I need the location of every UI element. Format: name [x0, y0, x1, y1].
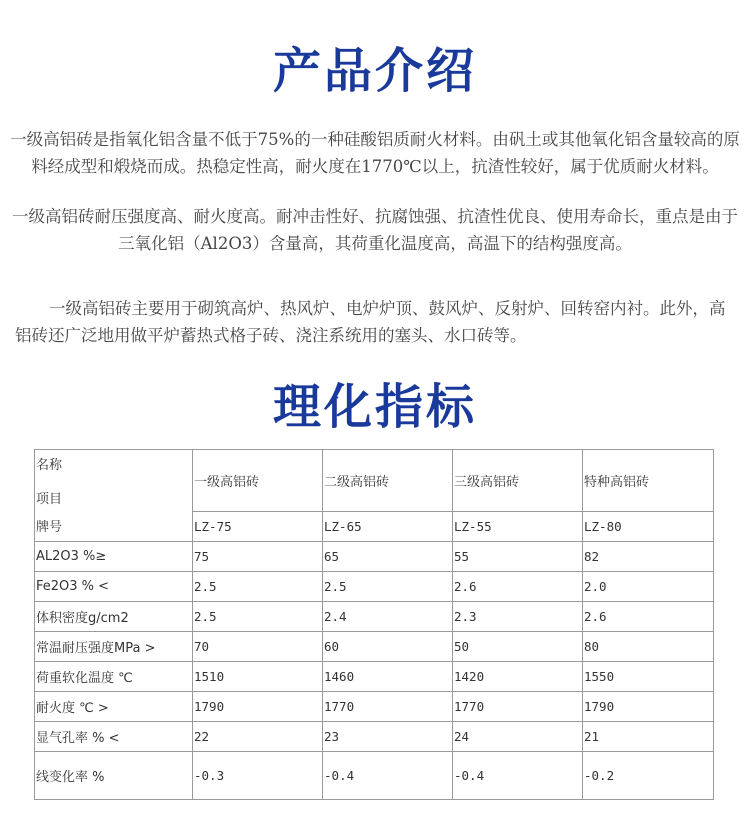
table-row	[35, 602, 714, 632]
item-label: 项目	[36, 492, 63, 507]
value-cell: -0.2	[583, 752, 714, 800]
value-cell: 70	[193, 632, 323, 662]
value-cell: 21	[583, 722, 714, 752]
value-cell: 2.6	[453, 572, 583, 602]
table-row	[35, 662, 714, 692]
row-label-cell: 线变化率 %	[35, 752, 193, 800]
grade-cell: LZ-55	[453, 512, 583, 542]
value-cell: 50	[453, 632, 583, 662]
row-label-cell: 体积密度g/cm2	[35, 602, 193, 632]
value-cell: 60	[323, 632, 453, 662]
value-cell: 2.3	[453, 602, 583, 632]
value-cell: 1460	[323, 662, 453, 692]
table-row	[35, 752, 714, 800]
specs-table	[34, 449, 714, 800]
intro-paragraph-2: 一级高铝砖耐压强度高、耐火度高。耐冲击性好、抗腐蚀强、抗渣性优良、使用寿命长，重点是由于三氧化铝（Al2O3）含量高，其荷重化温度高，高温下的结构强度高。	[12, 207, 738, 253]
value-cell: 1770	[323, 692, 453, 722]
value-cell: 2.5	[323, 572, 453, 602]
value-cell: 1510	[193, 662, 323, 692]
value-cell: 80	[583, 632, 714, 662]
product-intro-heading: 产品介绍	[272, 43, 477, 99]
table-row	[35, 632, 714, 662]
table-header-row	[35, 450, 714, 512]
value-cell: 2.6	[583, 602, 714, 632]
value-cell: 1770	[453, 692, 583, 722]
row-label-cell: 显气孔率 % <	[35, 722, 193, 752]
grade-cell: LZ-65	[323, 512, 453, 542]
table-row	[35, 692, 714, 722]
category-cell: 特种高铝砖	[583, 450, 714, 512]
value-cell: 23	[323, 722, 453, 752]
value-cell: -0.4	[453, 752, 583, 800]
table-row	[35, 542, 714, 572]
value-cell: 22	[193, 722, 323, 752]
row-label-cell: Fe2O3 % <	[35, 572, 193, 602]
row-label-cell: 荷重软化温度 ℃	[35, 662, 193, 692]
intro-paragraph-1: 一级高铝砖是指氧化铝含量不低于75%的一种硅酸铝质耐火材料。由矾土或其他氧化铝含量较高的原料经成型和煅烧而成。热稳定性高，耐火度在1770℃以上，抗渣性较好，属于优质耐火材料。	[10, 130, 740, 176]
category-cell: 二级高铝砖	[323, 450, 453, 512]
specs-heading: 理化指标	[272, 379, 477, 435]
value-cell: 2.5	[193, 602, 323, 632]
value-cell: 1550	[583, 662, 714, 692]
category-cell: 一级高铝砖	[193, 450, 323, 512]
value-cell: 55	[453, 542, 583, 572]
value-cell: 75	[193, 542, 323, 572]
grade-cell: LZ-80	[583, 512, 714, 542]
value-cell: 2.4	[323, 602, 453, 632]
value-cell: 1790	[193, 692, 323, 722]
value-cell: 82	[583, 542, 714, 572]
table-corner-cell	[35, 450, 193, 542]
category-cell: 三级高铝砖	[453, 450, 583, 512]
row-label-cell: AL2O3 %≥	[35, 542, 193, 572]
table-row	[35, 572, 714, 602]
value-cell: 2.0	[583, 572, 714, 602]
row-label-cell: 常温耐压强度MPa >	[35, 632, 193, 662]
value-cell: 1790	[583, 692, 714, 722]
row-label-cell: 耐火度 ℃ >	[35, 692, 193, 722]
intro-paragraph-3: 一级高铝砖主要用于砌筑高炉、热风炉、电炉炉顶、鼓风炉、反射炉、回转窑内衬。此外，高铝砖还广泛地用做平炉蓄热式格子砖、浇注系统用的塞头、水口砖等。	[15, 299, 726, 345]
table-row	[35, 722, 714, 752]
value-cell: -0.4	[323, 752, 453, 800]
name-label: 名称	[36, 458, 63, 473]
grade-cell: LZ-75	[193, 512, 323, 542]
value-cell: 65	[323, 542, 453, 572]
value-cell: 1420	[453, 662, 583, 692]
grade-label: 牌号	[36, 520, 63, 535]
value-cell: 24	[453, 722, 583, 752]
value-cell: 2.5	[193, 572, 323, 602]
value-cell: -0.3	[193, 752, 323, 800]
